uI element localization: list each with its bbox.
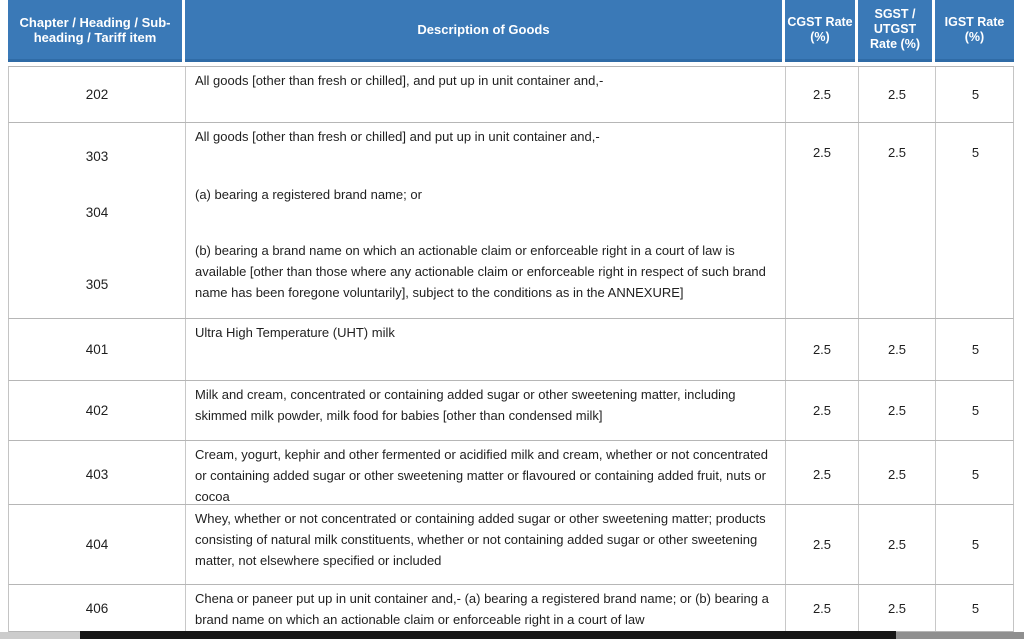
table-row-406 — [8, 585, 1014, 632]
cgst-rate-cell: 2.5 — [786, 381, 859, 440]
table-row-303-304-305 — [8, 123, 1014, 319]
chapter-cell — [9, 123, 186, 318]
chapter-number: 305 — [85, 277, 109, 292]
description-cell — [186, 67, 786, 122]
description-cell — [186, 441, 786, 505]
chapter-cell: 406 — [9, 585, 186, 631]
cgst-rate-cell: 2.5 — [786, 505, 859, 584]
cgst-rate-cell: 2.5 — [786, 67, 859, 122]
description-text: (a) bearing a registered brand name; or — [195, 187, 422, 202]
chapter-cell: 202 — [9, 67, 186, 122]
description-cell — [186, 505, 786, 584]
sgst-rate-cell: 2.5 — [859, 441, 936, 505]
column-header-chapter: Chapter / Heading / Sub-heading / Tariff item — [8, 0, 182, 62]
description-text: All goods [other than fresh or chilled] and put up in unit container and,- — [195, 129, 600, 144]
description-text: All goods [other than fresh or chilled], and put up in unit container and,- — [195, 73, 604, 88]
chapter-number: 303 — [85, 149, 109, 164]
sgst-rate-cell: 2.5 — [859, 319, 936, 380]
sgst-rate-cell: 2.5 — [859, 585, 936, 631]
sgst-rate-cell: 2.5 — [859, 123, 936, 318]
bottom-edge-right — [896, 632, 1024, 639]
chapter-cell: 404 — [9, 505, 186, 584]
column-header-cgst: CGST Rate (%) — [785, 0, 855, 62]
igst-rate-cell: 5 — [971, 466, 980, 482]
description-cell — [186, 123, 786, 318]
sgst-rate-cell: 2.5 — [859, 67, 936, 122]
column-header-igst: IGST Rate (%) — [935, 0, 1014, 62]
sgst-rate-cell: 2.5 — [859, 381, 936, 440]
table-row-402 — [8, 381, 1014, 441]
table-row-202 — [8, 67, 1014, 123]
chapter-cell: 401 — [9, 319, 186, 380]
igst-rate-cell: 5 — [971, 537, 980, 552]
cgst-rate-cell: 2.5 — [786, 585, 859, 631]
column-header-sgst: SGST / UTGST Rate (%) — [858, 0, 932, 62]
table-row-403 — [8, 441, 1014, 505]
chapter-cell: 402 — [9, 381, 186, 440]
description-cell — [186, 319, 786, 380]
igst-rate-cell: 5 — [971, 145, 980, 160]
chapter-number: 304 — [85, 205, 109, 220]
igst-rate-cell: 5 — [971, 342, 980, 357]
igst-rate-cell: 5 — [971, 403, 980, 418]
description-text: Cream, yogurt, kephir and other fermented or acidified milk and cream, whether or not concentrated or containing added sugar or other sweetening matter or flavoured or containing added fruit, nuts or cocoa — [195, 447, 769, 504]
description-text: Chena or paneer put up in unit container and,- (a) bearing a registered brand name; or (b) bearing a brand name on which an actionable claim or enforceable right in a court of law — [195, 591, 769, 627]
igst-rate-cell: 5 — [971, 600, 980, 616]
sgst-rate-cell: 2.5 — [859, 505, 936, 584]
table-header-row — [8, 0, 1014, 62]
bottom-edge-bar — [80, 631, 896, 639]
cgst-rate-cell: 2.5 — [786, 123, 859, 318]
description-cell — [186, 381, 786, 440]
igst-rate-cell: 5 — [971, 87, 980, 102]
cgst-rate-cell: 2.5 — [786, 441, 859, 505]
table-row-401 — [8, 319, 1014, 381]
bottom-edge-left — [0, 632, 80, 639]
description-cell — [186, 585, 786, 631]
cgst-rate-cell: 2.5 — [786, 319, 859, 380]
description-text: Ultra High Temperature (UHT) milk — [195, 325, 395, 340]
description-text: (b) bearing a brand name on which an actionable claim or enforceable right in a court of law is available [other than those where any actionable claim or enforceable right in respect of such brand name has been foregone voluntarily], subject to the conditions as in the ANNEXURE] — [195, 243, 766, 300]
table-row-404 — [8, 505, 1014, 585]
rate-table — [8, 0, 1014, 632]
column-header-description: Description of Goods — [185, 0, 782, 62]
table-body — [8, 66, 1014, 632]
description-text: Whey, whether or not concentrated or containing added sugar or other sweetening matter; products consisting of natural milk constituents, whether or not containing added sugar or other sweetening matter, not elsewhere specified or included — [195, 511, 766, 568]
description-text: Milk and cream, concentrated or containing added sugar or other sweetening matter, including skimmed milk powder, milk food for babies [other than condensed milk] — [195, 387, 736, 423]
chapter-cell: 403 — [9, 441, 186, 505]
